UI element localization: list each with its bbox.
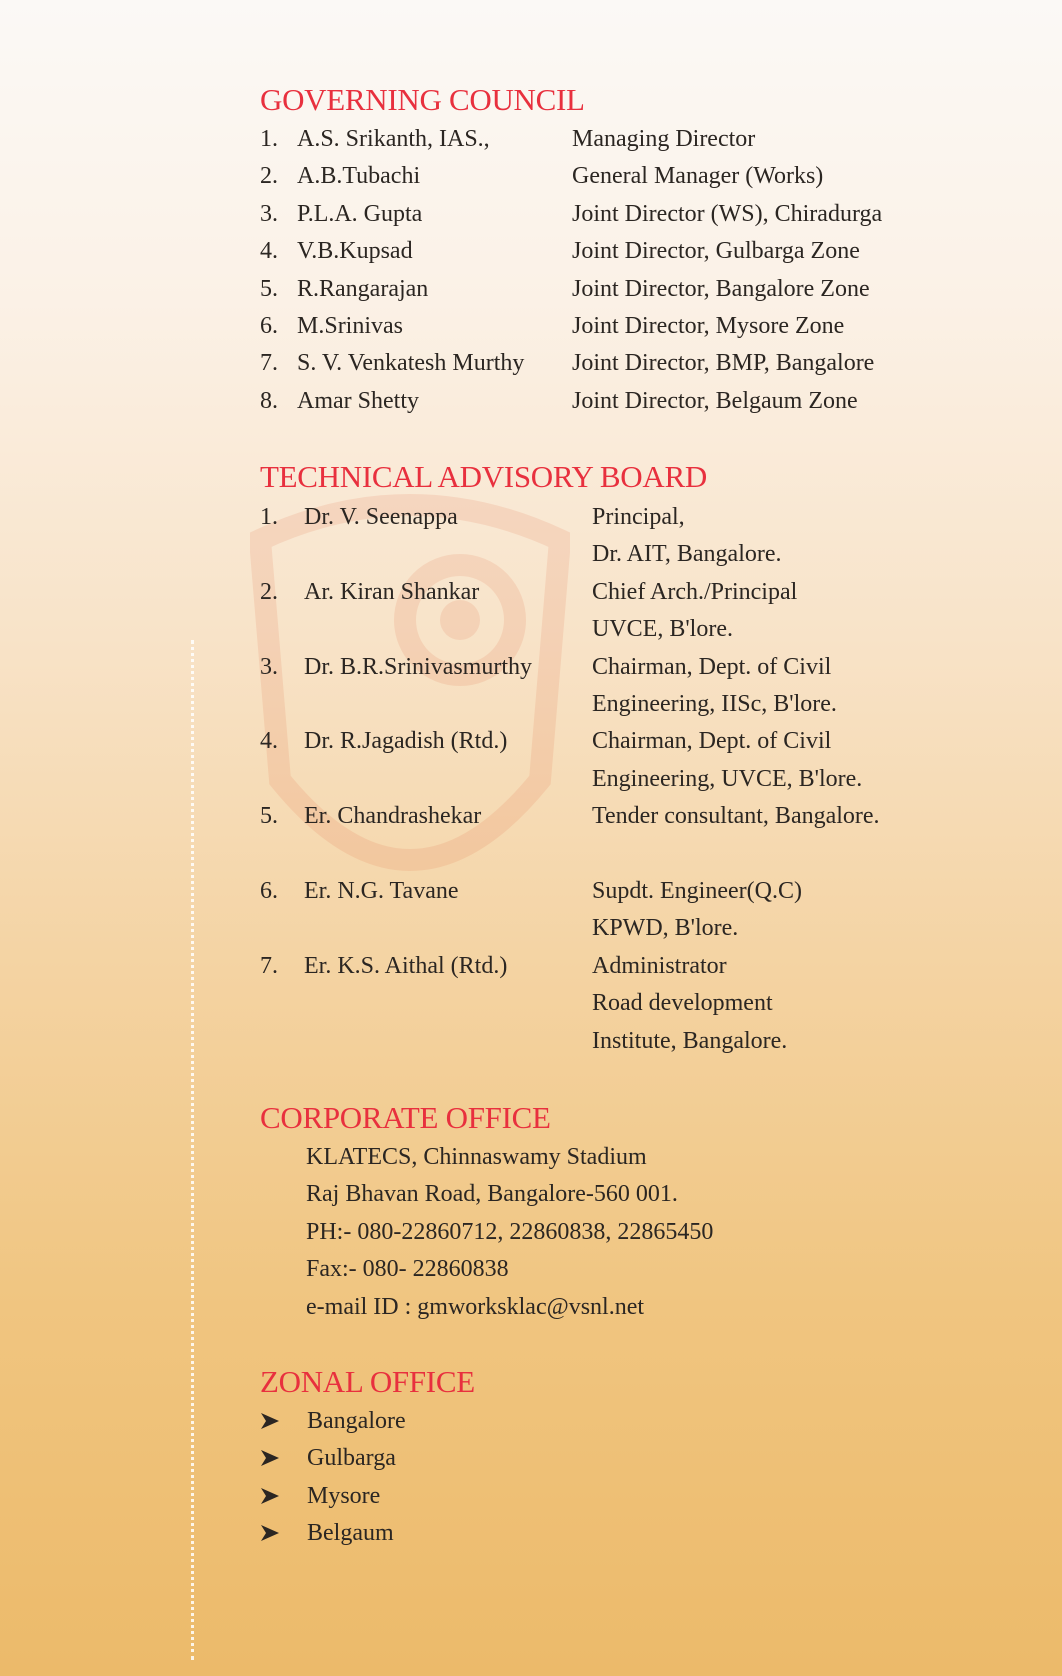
member-role-line: Institute, Bangalore.	[592, 1027, 788, 1054]
member-name: Amar Shetty	[297, 387, 419, 414]
zonal-office-item: Mysore	[307, 1482, 381, 1509]
member-name: Dr. V. Seenappa	[304, 504, 458, 530]
address-line: e-mail ID : gmworksklac@vsnl.net	[306, 1293, 645, 1320]
member-role-line: Engineering, IISc, B'lore.	[592, 691, 837, 717]
member-name: Dr. B.R.Srinivasmurthy	[304, 653, 533, 680]
member-name: A.S. Srikanth, IAS.,	[297, 126, 490, 152]
member-role: Joint Director (WS), Chiradurga	[572, 200, 883, 227]
corporate-office-heading: CORPORATE OFFICE	[260, 1100, 551, 1135]
dotted-margin-line	[191, 640, 194, 1660]
member-role: Joint Director, Mysore Zone	[572, 313, 845, 339]
zonal-office-item: Gulbarga	[307, 1445, 396, 1472]
governing-council-heading: GOVERNING COUNCIL	[260, 82, 585, 117]
member-number: 6.	[260, 878, 278, 904]
member-number: 6.	[260, 313, 278, 339]
member-role: Joint Director, BMP, Bangalore	[572, 350, 875, 377]
address-line: KLATECS, Chinnaswamy Stadium	[306, 1144, 647, 1170]
member-name: M.Srinivas	[297, 313, 404, 339]
member-role: General Manager (Works)	[572, 163, 824, 190]
member-role-line: Chairman, Dept. of Civil	[592, 653, 832, 680]
member-role: Joint Director, Gulbarga Zone	[572, 238, 860, 265]
member-number: 4.	[260, 728, 278, 755]
zonal-office-item: Bangalore	[307, 1408, 406, 1434]
member-name: V.B.Kupsad	[297, 238, 413, 265]
member-number: 8.	[260, 387, 278, 414]
member-role-line: KPWD, B'lore.	[592, 915, 739, 942]
member-role-line: Administrator	[592, 952, 727, 979]
member-role-line: Chairman, Dept. of Civil	[592, 728, 832, 755]
address-line: Raj Bhavan Road, Bangalore-560 001.	[306, 1181, 678, 1208]
technical-advisory-board-heading: TECHNICAL ADVISORY BOARD	[260, 459, 707, 494]
member-role-line: Tender consultant, Bangalore.	[592, 803, 880, 830]
member-name: Er. Chandrashekar	[304, 803, 482, 830]
member-number: 3.	[260, 200, 278, 227]
zonal-office-item: Belgaum	[307, 1520, 394, 1547]
member-role-line: Principal,	[592, 504, 685, 530]
member-role-line: Dr. AIT, Bangalore.	[592, 541, 782, 568]
member-role: Managing Director	[572, 126, 756, 152]
arrow-bullet-icon	[260, 1486, 280, 1510]
member-name: Er. N.G. Tavane	[304, 878, 459, 904]
member-role-line: Supdt. Engineer(Q.C)	[592, 878, 802, 904]
member-name: S. V. Venkatesh Murthy	[297, 350, 525, 377]
member-name: Ar. Kiran Shankar	[304, 578, 480, 605]
member-role-line: Chief Arch./Principal	[592, 578, 798, 605]
member-name: R.Rangarajan	[297, 275, 429, 302]
arrow-bullet-icon	[260, 1448, 280, 1472]
watermark-shield-logo	[250, 480, 570, 940]
member-name: Dr. R.Jagadish (Rtd.)	[304, 728, 508, 755]
member-number: 2.	[260, 163, 278, 190]
member-number: 7.	[260, 350, 278, 377]
zonal-office-heading: ZONAL OFFICE	[260, 1364, 475, 1399]
member-name: A.B.Tubachi	[297, 163, 421, 190]
arrow-bullet-icon	[260, 1411, 280, 1435]
member-number: 3.	[260, 653, 278, 680]
member-number: 5.	[260, 275, 278, 302]
arrow-bullet-icon	[260, 1523, 280, 1547]
member-number: 4.	[260, 238, 278, 265]
member-number: 1.	[260, 126, 278, 152]
member-number: 1.	[260, 504, 278, 530]
address-line: Fax:- 080- 22860838	[306, 1256, 509, 1283]
member-number: 2.	[260, 578, 278, 605]
member-number: 7.	[260, 952, 278, 979]
member-role: Joint Director, Belgaum Zone	[572, 387, 858, 414]
member-name: P.L.A. Gupta	[297, 200, 423, 227]
member-role-line: Engineering, UVCE, B'lore.	[592, 765, 863, 792]
member-role-line: UVCE, B'lore.	[592, 616, 733, 643]
member-name: Er. K.S. Aithal (Rtd.)	[304, 952, 508, 979]
address-line: PH:- 080-22860712, 22860838, 22865450	[306, 1218, 714, 1245]
member-number: 5.	[260, 803, 278, 830]
member-role-line: Road development	[592, 990, 773, 1017]
member-role: Joint Director, Bangalore Zone	[572, 275, 870, 302]
